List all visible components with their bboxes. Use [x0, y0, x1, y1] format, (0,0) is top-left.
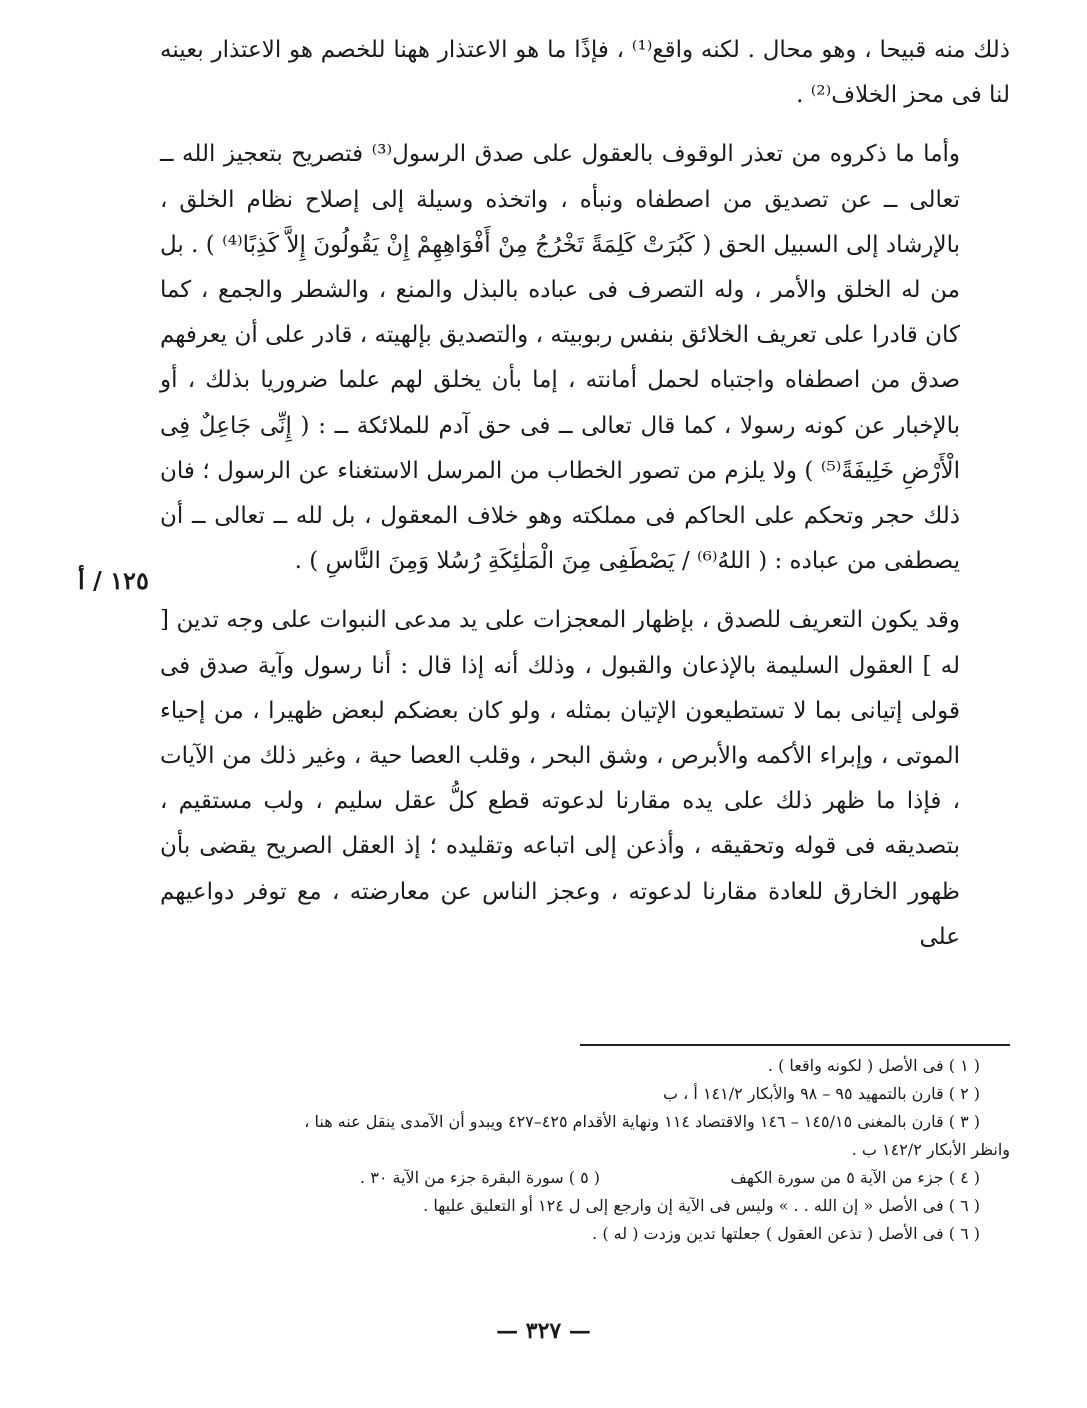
footnote-6a: ( ٦ ) فى الأصل « إن الله . . » وليس فى الآية إن وارجع إلى ل ١٢٤ أو التعليق عليها . [423, 1196, 980, 1215]
footnote-6b: ( ٦ ) فى الأصل ( تذعن العقول ) جعلتها تدين وزدت ( له ) . [592, 1224, 980, 1243]
text-line: تدين [ له ] العقول السليمة بالإذعان والقبول ، وذلك أنه إذا قال : أنا رسول [160, 607, 961, 679]
footnote-4: ( ٤ ) جزء من الآية ٥ من سورة الكهف [730, 1168, 980, 1187]
text-line: كما قال تعالى ــ فى حق آدم للملائكة ــ : ( إِنِّى جَاعِلٌ فِى الْأَرْضِ خَلِيفَةً⁽⁵⁾ ) ولا يلزم من [160, 412, 960, 484]
text-line: ظهور الخارق للعادة مقارنا لدعوته ، وعجز الناس عن معارضته ، مع توفر دواعيهم على [160, 878, 960, 950]
footnote-divider [580, 1044, 1010, 1046]
paragraph-2 [160, 132, 1010, 584]
text-line: ــ تعالى ــ عن تصديق من اصطفاه ونبأه ، واتخذه وسيلة إلى إصلاح نظام الخلق ، بالإرشاد [160, 141, 961, 258]
text-line: وأما ما ذكروه من تعذر الوقوف بالعقول على صدق الرسول⁽³⁾ فتصريح بتعجيز الله [182, 141, 961, 168]
footnote-row-4-5 [160, 1164, 1010, 1192]
text-line: إلى السبيل الحق ( كَبُرَتْ كَلِمَةً تَخْرُجُ مِنْ أَفْوَاهِهِمْ إِنْ يَقُولُونَ إِلاَّ كَذِبًا⁽⁴⁾ ) . بل من له [160, 231, 960, 304]
text-line: رُسُلا وَمِنَ النَّاسِ ) . [294, 548, 481, 575]
page-number: — ٣٢٧ — [496, 1318, 591, 1344]
text-line: وهو خلاف المعقول ، بل لله ــ تعالى ــ أن يصطفى من عباده : ( اللهُ⁽⁶⁾ / يَصْطَفِى مِنَ الْمَلٰئِكَةِ [160, 503, 960, 575]
footnote-5: ( ٥ ) سورة البقرة جزء من الآية ٣٠ . [360, 1168, 600, 1187]
footnote-3-continuation: وانظر الأبكار ١٤٢/٢ ب . [851, 1140, 1010, 1159]
text-line: واجتباه لحمل أمانته ، إما بأن يخلق لهم علما ضروريا بذلك ، أو بالإخبار عن كونه رسولا ، [160, 367, 960, 439]
footnotes [160, 1052, 1010, 1248]
text-line: تعريف الخلائق بنفس ربوبيته ، والتصديق بإلهيته ، قادر على أن يعرفهم صدق من اصطفاه [160, 322, 960, 394]
footnote-1: ( ١ ) فى الأصل ( لكونه واقعا ) . [767, 1056, 980, 1075]
footnote-2: ( ٢ ) قارن بالتمهيد ٩٥ – ٩٨ والأبكار ١٤١/٢ أ ، ب [663, 1084, 980, 1103]
text-line: الآيات ، فإذا ما ظهر ذلك على يده مقارنا لدعوته قطع كلُّ عقل سليم ، ولب مستقيم ، [160, 743, 960, 815]
main-text [160, 28, 1010, 960]
text-line: بتصديقه فى قوله وتحقيقه ، وأذعن إلى اتباعه وتقليده ؛ إذ العقل الصريح يقضى بأن [160, 833, 960, 860]
text-line: من إحياء الموتى ، وإبراء الأكمه والأبرص ، وشق البحر ، وقلب العصا حية ، وغير ذلك من [160, 697, 960, 770]
text-line: الخلق والأمر ، وله التصرف فى عباده بالبذل والمنع ، والشطر والجمع ، كما كان قادرا على [160, 277, 961, 349]
text-line: وآية صدق فى قولى إتيانى بما لا تستطيعون الإتيان بمثله ، ولو كان بعضكم لبعض ظهيرا ، [160, 652, 960, 724]
text-line: بعينه لنا فى محز الخلاف⁽²⁾ . [160, 37, 1010, 109]
folio-margin-note: ١٢٥ / أ [78, 566, 149, 595]
footnote-3: ( ٣ ) قارن بالمغنى ١٤٥/١٥ – ١٤٦ والاقتصاد ١١٤ ونهاية الأقدام ٤٢٥–٤٢٧ ويبدو أن الآمدى ينقل عنه هنا ، [304, 1112, 980, 1131]
paragraph-3 [160, 598, 1010, 960]
text-line: وقد يكون التعريف للصدق ، بإظهار المعجزات على يد مدعى النبوات على وجه [226, 607, 961, 634]
paragraph-1 [160, 28, 1010, 118]
text-line: تصور الخطاب من المرسل الاستغناء عن الرسول ؛ فان ذلك حجر وتحكم على الحاكم فى مملكته [160, 457, 961, 530]
text-line: ذلك منه قبيحا ، وهو محال . لكنه واقع⁽¹⁾ ، فإذًا ما هو الاعتذار ههنا للخصم هو الاعتذار [211, 37, 1010, 63]
